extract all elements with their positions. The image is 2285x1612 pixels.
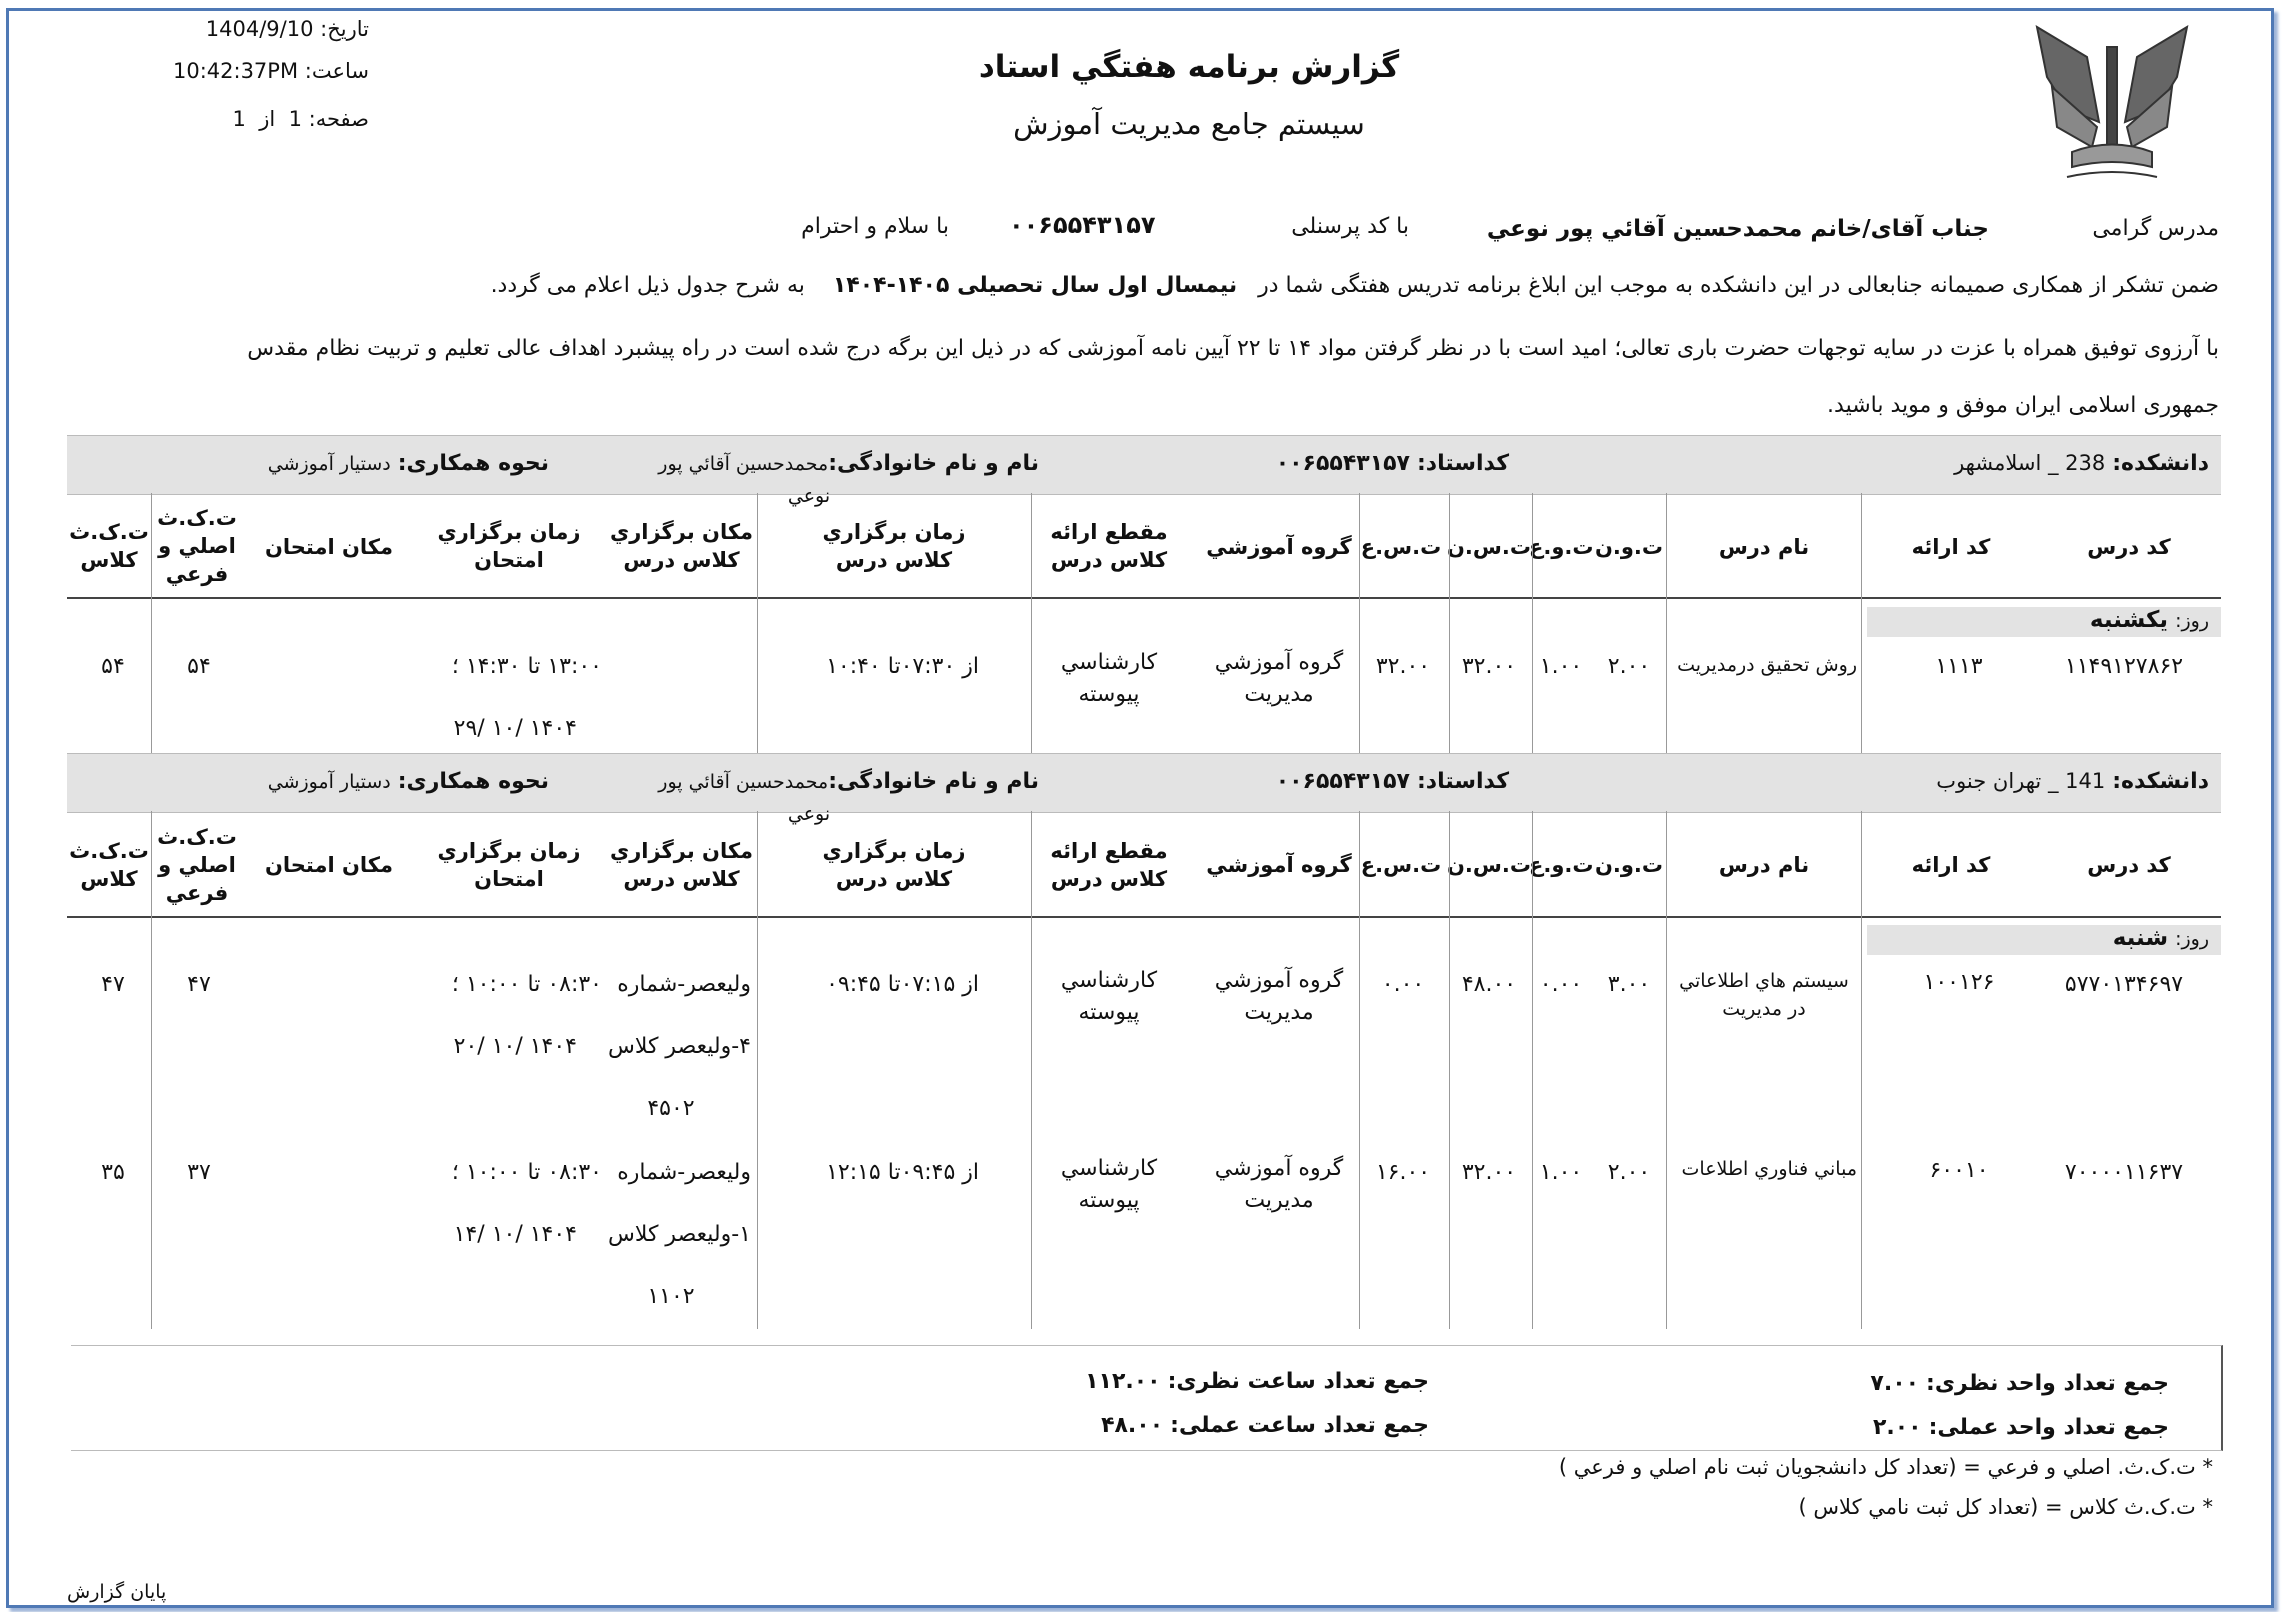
- col-class-place: مكان برگزاري كلاس درس: [609, 839, 754, 891]
- intro-line3: با آرزوی توفیق همراه با عزت در سایه توجهات حضرت باری تعالی؛ امید است با در نظر گرفتن مواد ۱۴ تا ۲۲ آیین نامه آموزشی که در ذیل این برگه درج شده است در راه پیشبرد اهداف عالی تعلیم و تربیت نظام مقدس: [247, 336, 2219, 361]
- fullname-overflow: نوعي: [787, 803, 831, 825]
- page-total: 1: [232, 107, 246, 131]
- page-label: صفحه:: [308, 107, 369, 131]
- page-of-label: از: [259, 107, 276, 131]
- col-level: مقطع ارائه كلاس درس: [1050, 520, 1168, 572]
- table-row-tvaa: ۱.۰۰: [1539, 654, 1583, 679]
- col-tsn: ت.س.ن: [1447, 535, 1531, 559]
- col-course-code: کد درس: [2087, 853, 2171, 877]
- col-exam-time: زمان برگزاري امتحان: [437, 520, 581, 572]
- report-end: پایان گزارش: [67, 1581, 167, 1603]
- col-exam-time: زمان برگزاري امتحان: [437, 839, 581, 891]
- personnel-label: با کد پرسنلی: [1291, 214, 1409, 239]
- table-row-tvn: ۲.۰۰: [1607, 654, 1651, 679]
- intro-line2-start: ضمن تشکر از همکاری صمیمانه جنابعالی در این دانشکده به موجب این ابلاغ برنامه تدریس هفتگی شما در: [1258, 273, 2219, 298]
- report-page: [6, 8, 2274, 1608]
- fullname-value: محمدحسین آقائي پور: [658, 453, 829, 475]
- logo-emblem-icon: [2027, 17, 2197, 192]
- practical-hours-value: ۴۸.۰۰: [1101, 1413, 1164, 1438]
- table-row-class-time: از ۰۹:۴۵تا ۱۲:۱۵: [826, 1160, 979, 1185]
- date-value: 1404/9/10: [205, 17, 314, 41]
- col-tsaa: ت.س.ع: [1360, 853, 1442, 877]
- table-row-course-code: ۵۷۷۰۱۳۴۶۹۷: [2064, 972, 2184, 997]
- table-row-class-place: وليعصر-شماره: [617, 1160, 751, 1185]
- table-row-level-2: پيوسته: [1078, 1188, 1140, 1213]
- table-row-class-place-2: ۴-وليعصر کلاس: [607, 1034, 751, 1059]
- cooperation-label: نحوه همکاری:: [397, 769, 549, 794]
- table-row-course-code: ۷۰۰۰۰۱۱۶۳۷: [2064, 1160, 2184, 1185]
- col-exam-place: مكان امتحان: [264, 853, 394, 877]
- time-value: 10:42:37PM: [172, 59, 299, 83]
- table-row-class-place-2: ۱-وليعصر کلاس: [607, 1222, 751, 1247]
- table-row-exam-time: ۰۸:۳۰ تا ۱۰:۰۰ ؛: [451, 1160, 602, 1185]
- table-row-exam-time: ۰۸:۳۰ تا ۱۰:۰۰ ؛: [451, 972, 602, 997]
- table-row-dept-2: مديريت: [1244, 1000, 1314, 1025]
- fullname-label: نام و نام خانوادگی:: [828, 451, 1039, 476]
- table-row-tkt-class: ۵۴: [101, 654, 125, 679]
- header-divider: [67, 916, 2221, 918]
- table-row-tvaa: ۰.۰۰: [1539, 972, 1583, 997]
- theory-units-value: ۷.۰۰: [1870, 1371, 1920, 1396]
- col-offer-code: کد ارائه: [1911, 535, 1991, 559]
- col-tvn: ت.و.ن: [1594, 853, 1664, 877]
- footnote-2: * ت.ک.ث کلاس = (تعداد کل ثبت نامي کلاس ): [1798, 1495, 2213, 1519]
- table-row-offer-code: ۱۱۱۳: [1935, 654, 1983, 679]
- col-class-time: زمان برگزاري كلاس درس: [822, 520, 966, 572]
- table-row-tsaa: ۳۲.۰۰: [1375, 654, 1431, 679]
- table-row-exam-time: ۱۳:۰۰ تا ۱۴:۳۰ ؛: [451, 654, 602, 679]
- table-row-dept: گروه آموزشي: [1214, 968, 1344, 993]
- table-row-course-name: سيستم هاي اطلاعاتي در مديريت: [1679, 970, 1849, 1020]
- col-tsn: ت.س.ن: [1447, 853, 1531, 877]
- theory-hours-label: جمع تعداد ساعت نظری:: [1167, 1369, 1429, 1394]
- col-exam-place: مكان امتحان: [264, 535, 394, 559]
- table-row-exam-date: ۱۴۰۴ /۱۰ /۲۰: [453, 1034, 577, 1059]
- table-row-offer-code: ۶۰۰۱۰: [1929, 1158, 1989, 1183]
- table-row-exam-date: ۱۴۰۴ /۱۰ /۲۹: [453, 716, 577, 741]
- col-tsaa: ت.س.ع: [1360, 535, 1442, 559]
- theory-hours-value: ۱۱۲.۰۰: [1085, 1369, 1161, 1394]
- day-value: شنبه: [2112, 925, 2169, 951]
- table-row-dept-2: مديريت: [1244, 682, 1314, 707]
- header-divider: [67, 597, 2221, 599]
- teacher-name: جناب آقای/خانم محمدحسین آقائي پور نوعي: [1486, 216, 1989, 242]
- table-row-tsaa: ۰.۰۰: [1381, 972, 1425, 997]
- table-row-class-place-3: ۱۱۰۲: [647, 1284, 695, 1309]
- day-label: روز:: [2175, 928, 2209, 950]
- table-row-tvaa: ۱.۰۰: [1539, 1160, 1583, 1185]
- col-tkt-main: ت.ک.ث اصلي و فرعي: [157, 506, 237, 586]
- col-tvn: ت.و.ن: [1594, 535, 1664, 559]
- col-level: مقطع ارائه كلاس درس: [1050, 839, 1168, 891]
- personnel-code: ۰۰۶۵۵۴۳۱۵۷: [1009, 211, 1156, 239]
- fullname-value: محمدحسین آقائي پور: [658, 771, 829, 793]
- report-subtitle: سيستم جامع مديريت آموزش: [1013, 107, 1365, 141]
- prof-code-label: کداستاد:: [1416, 451, 1509, 476]
- table-row-class-place-3: ۴۵۰۲: [647, 1096, 695, 1121]
- table-row-tkt-class: ۴۷: [101, 972, 125, 997]
- table-row-course-name: روش تحقيق درمديريت: [1677, 654, 1857, 676]
- faculty-value: 141 _ تهران جنوب: [1936, 769, 2106, 793]
- table-row-level: کارشناسي: [1060, 968, 1158, 993]
- cooperation-value: دستيار آموزشي: [267, 771, 391, 793]
- col-tkt-class: ت.ک.ث کلاس: [69, 520, 149, 572]
- cooperation-value: دستيار آموزشي: [267, 453, 391, 475]
- table-row-class-time: از ۰۷:۳۰تا ۱۰:۴۰: [826, 654, 979, 679]
- footnote-1: * ت.ک.ث. اصلي و فرعي = (تعداد کل دانشجويان ثبت نام اصلي و فرعي ): [1558, 1455, 2213, 1479]
- table-row-dept-2: مديريت: [1244, 1188, 1314, 1213]
- table-row-level: کارشناسي: [1060, 1156, 1158, 1181]
- table-row-class-time: از ۰۷:۱۵تا ۰۹:۴۵: [826, 972, 979, 997]
- table-row-dept: گروه آموزشي: [1214, 1156, 1344, 1181]
- table-row-level-2: پيوسته: [1078, 1000, 1140, 1025]
- table-row-exam-date: ۱۴۰۴ /۱۰ /۱۴: [453, 1222, 577, 1247]
- col-dept: گروه آموزشي: [1206, 853, 1352, 877]
- day-value: یکشنبه: [2089, 607, 2169, 633]
- table-row-tkt-main: ۵۴: [187, 654, 211, 679]
- time-label: ساعت:: [304, 59, 369, 83]
- practical-units-label: جمع تعداد واحد عملی:: [1928, 1415, 2169, 1440]
- faculty-value: 238 _ اسلامشهر: [1954, 451, 2106, 475]
- table-row-offer-code: ۱۰۰۱۲۶: [1923, 970, 1995, 995]
- col-course-code: کد درس: [2087, 535, 2171, 559]
- table-row-tsn: ۳۲.۰۰: [1461, 654, 1517, 679]
- table-row-class-place: وليعصر-شماره: [617, 972, 751, 997]
- page-current: 1: [288, 107, 302, 131]
- table-row-course-name: مباني فناوري اطلاعات: [1681, 1158, 1857, 1180]
- prof-code-value: ۰۰۶۵۵۴۳۱۵۷: [1275, 451, 1410, 476]
- table-row-tsn: ۴۸.۰۰: [1461, 972, 1517, 997]
- col-course-name: نام درس: [1718, 535, 1810, 559]
- fullname-label: نام و نام خانوادگی:: [828, 769, 1039, 794]
- prof-code-label: کداستاد:: [1416, 769, 1509, 794]
- col-tvaa: ت.و.ع: [1529, 853, 1594, 877]
- col-offer-code: کد ارائه: [1911, 853, 1991, 877]
- table-row-tsaa: ۱۶.۰۰: [1375, 1160, 1431, 1185]
- table-row-tkt-main: ۴۷: [187, 972, 211, 997]
- col-tkt-main: ت.ک.ث اصلي و فرعي: [157, 825, 237, 905]
- cooperation-label: نحوه همکاری:: [397, 451, 549, 476]
- semester: نیمسال اول سال تحصیلی ۱۴۰۵-۱۴۰۴: [832, 273, 1238, 298]
- salutation: مدرس گرامی: [2092, 216, 2219, 241]
- day-label: روز:: [2175, 610, 2209, 632]
- table-row-tkt-main: ۳۷: [187, 1160, 211, 1185]
- col-course-name: نام درس: [1718, 853, 1810, 877]
- table-row-tsn: ۳۲.۰۰: [1461, 1160, 1517, 1185]
- intro-line4: جمهوری اسلامی ایران موفق و موید باشید.: [1827, 393, 2219, 418]
- report-title: گزارش برنامه هفتگي استاد: [978, 49, 1400, 85]
- table-row-level: کارشناسي: [1060, 650, 1158, 675]
- faculty-label: دانشکده:: [2112, 451, 2209, 476]
- greeting: با سلام و احترام: [801, 214, 949, 239]
- col-dept: گروه آموزشي: [1206, 535, 1352, 559]
- table-row-level-2: پيوسته: [1078, 682, 1140, 707]
- practical-units-value: ۲.۰۰: [1872, 1415, 1922, 1440]
- table-row-tvn: ۲.۰۰: [1607, 1160, 1651, 1185]
- fullname-overflow: نوعي: [787, 485, 831, 507]
- date-label: تاريخ:: [320, 17, 369, 41]
- table-row-tkt-class: ۳۵: [101, 1160, 125, 1185]
- theory-units-label: جمع تعداد واحد نظری:: [1926, 1371, 2169, 1396]
- faculty-label: دانشکده:: [2112, 769, 2209, 794]
- col-tkt-class: ت.ک.ث کلاس: [69, 839, 149, 891]
- intro-line2-end: به شرح جدول ذیل اعلام می گردد.: [490, 273, 805, 298]
- col-class-time: زمان برگزاري كلاس درس: [822, 839, 966, 891]
- practical-hours-label: جمع تعداد ساعت عملی:: [1170, 1413, 1429, 1438]
- table-row-course-code: ۱۱۴۹۱۲۷۸۶۲: [2064, 654, 2184, 679]
- table-row-tvn: ۳.۰۰: [1607, 972, 1651, 997]
- col-class-place: مكان برگزاري كلاس درس: [609, 520, 754, 572]
- prof-code-value: ۰۰۶۵۵۴۳۱۵۷: [1275, 769, 1410, 794]
- table-row-dept: گروه آموزشي: [1214, 650, 1344, 675]
- col-tvaa: ت.و.ع: [1529, 535, 1594, 559]
- university-logo: [2027, 17, 2197, 192]
